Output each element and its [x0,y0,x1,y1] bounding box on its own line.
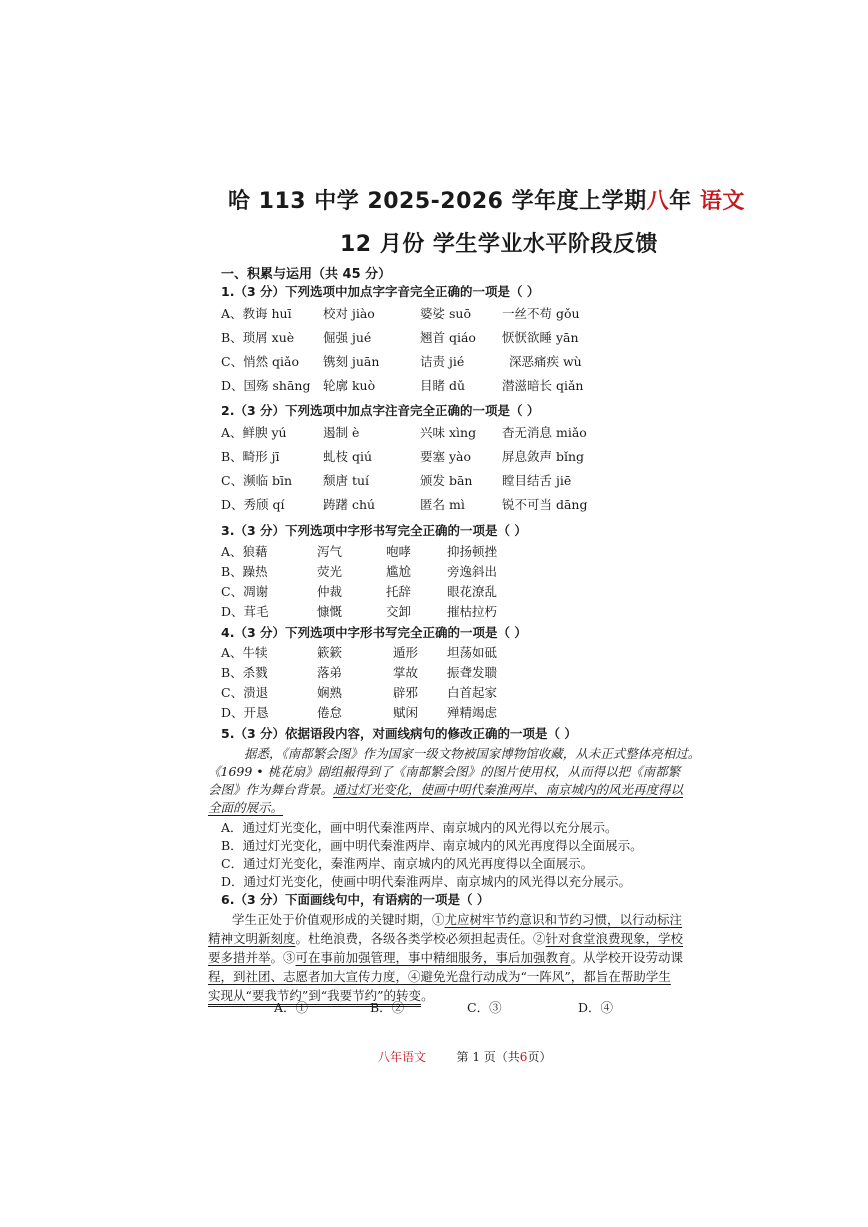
q6-passage-line-1 [232,910,682,928]
q1-option-d-3: 目睹 dǔ [420,378,466,393]
question-5-stem: 5.（3 分）依据语段内容，对画线病句的修改正确的一项是（ ） [221,726,577,741]
q2-option-c-3: 颁发 bān [420,473,473,488]
q5-passage-line-4 [208,798,283,816]
q1-option-b-3: 翘首 qiáo [420,330,476,345]
question-6-stem: 6.（3 分）下面画线句中，有语病的一项是（ ） [221,892,490,907]
q2-option-a-4: 杳无消息 miǎo [502,425,587,440]
q2-option-a-1: A、鲜腴 yú [221,425,287,440]
q4-option-c-3: 辟邪 [393,685,419,700]
q1-option-b-2: 倔强 jué [323,330,372,345]
q3-option-a-4: 抑扬顿挫 [447,544,498,559]
q5-underlined-sentence: 通过灯光变化，使画中明代秦淮两岸、南京城内的风光再度得以 [333,782,684,797]
title-grade: 八 [646,189,670,214]
q1-option-a-3: 婆娑 suō [420,306,471,321]
q5-choice-c: C．通过灯光变化，秦淮两岸、南京城内的风光再度得以全面展示。 [221,856,594,871]
q4-option-a-1: A、牛犊 [221,645,268,660]
q4-option-d-2: 倦怠 [317,705,343,720]
q6-answer-a: A．① [274,1000,309,1015]
q6-l1a: 学生正处于价值观形成的关键时期，① [232,912,445,927]
question-1-options [221,304,641,394]
q1-option-d-4: 潜滋暗长 qiǎn [502,378,584,393]
q6-l2b: 。杜绝浪费，各级各类学校必须担起责任。② [295,931,546,946]
q2-option-c-1: C、濒临 bīn [221,473,293,488]
q2-option-b-1: B、畸形 jī [221,449,280,464]
q2-option-d-3: 匿名 mì [420,497,465,512]
q3-option-a-2: 泻气 [317,544,343,559]
q5-passage-line-2: 《1699 • 桃花扇》剧组赧得到了《南都繁会图》的图片使用权，从而得以把《南都繁 [208,764,681,779]
section-heading: 一、积累与运用（共 45 分） [221,267,392,282]
q1-option-c-4: 深恶痛疾 wù [509,354,582,369]
page-title [228,184,745,215]
q1-option-c-3: 诘责 jié [420,354,465,369]
footer-subject: 八年语文 [378,1050,427,1064]
q3-option-c-1: C、凋谢 [221,584,269,599]
q2-option-d-2: 踌躇 chú [323,497,376,512]
q3-option-a-1: A、狼藉 [221,544,268,559]
q3-option-d-4: 摧枯拉朽 [447,604,498,619]
q6-underline-4-end: 实现从“要我节约”到“我要节约”的转变 [208,988,421,1007]
q1-option-c-2: 镌刻 juān [323,354,380,369]
q3-option-b-4: 旁逸斜出 [447,564,498,579]
q6-underline-1-end: 精神文明新刻度 [208,931,296,946]
question-4-stem: 4.（3 分）下列选项中字形书写完全正确的一项是（ ） [221,625,527,640]
q1-option-b-1: B、琐屑 xuè [221,330,295,345]
q3-option-a-3: 咆哮 [386,544,412,559]
page-subtitle: 12 月份 学生学业水平阶段反馈 [340,232,658,257]
q2-option-b-3: 要塞 yào [420,449,472,464]
q6-answer-d: D．④ [578,1000,614,1015]
q6-underline-2: 针对食堂浪费现象，学校 [545,931,684,946]
q6-underline-2-end: 要多措并举 [208,950,271,965]
q2-option-b-2: 虬枝 qiú [323,449,373,464]
q2-option-d-4: 锐不可当 dāng [502,497,588,512]
question-4-options [221,643,621,723]
q6-passage-line-2 [208,929,683,947]
q2-option-a-2: 遏制 è [323,425,360,440]
q1-option-d-1: D、国殇 shāng [221,378,311,393]
q1-option-a-4: 一丝不苟 gǒu [502,306,580,321]
q5-choice-a: A．通过灯光变化，画中明代秦淮两岸、南京城内的风光得以充分展示。 [221,820,618,835]
q4-option-b-3: 掌故 [393,665,419,680]
q5-choice-d: D．通过灯光变化，使画中明代秦淮两岸、南京城内的风光得以充分展示。 [221,874,632,889]
title-year: 年 [669,189,692,214]
q1-option-d-2: 轮廓 kuò [323,378,376,393]
q3-option-b-2: 荧光 [317,564,343,579]
q4-option-c-4: 白首起家 [447,685,498,700]
q4-option-b-1: B、杀戮 [221,665,268,680]
q5-passage-line-3 [208,780,683,798]
q4-option-b-2: 落弟 [317,665,343,680]
q1-option-a-1: A、教诲 huī [221,306,292,321]
footer-page-total: 6 [519,1050,528,1064]
q5-underlined-end: 全面的展示。 [208,800,284,815]
q2-option-c-4: 瞠目结舌 jiē [502,473,572,488]
q3-option-c-4: 眼花潦乱 [447,584,498,599]
q6-answer-c: C．③ [467,1000,502,1015]
q3-option-d-1: D、茸毛 [221,604,269,619]
q5-passage-line-1: 据悉，《南都繁会图》作为国家一级文物被国家博物馆收藏，从未正式整体亮相过。 [244,746,701,761]
title-subject: 语文 [699,189,745,214]
q2-option-d-1: D、秀颀 qí [221,497,285,512]
q6-underline-1: 尤应树牢节约意识和节约习惯，以行动标注 [444,912,683,927]
question-3-options [221,542,621,622]
question-2-options [221,423,641,513]
q6-underline-4: 避免光盘行动成为“一阵风”，都旨在帮助学生 [420,969,671,984]
q4-option-d-4: 殚精竭虑 [447,705,498,720]
q4-option-a-2: 簌簌 [317,645,343,660]
q6-l4a: 程，到社团、志愿者加大宣传力度，④ [208,969,421,984]
q6-passage-line-3 [208,948,683,966]
q1-option-a-2: 校对 jiào [323,306,375,321]
title-text: 哈 113 中学 2025-2026 学年度上学期 [228,189,647,214]
q4-option-a-4: 坦荡如砥 [447,645,498,660]
q1-option-c-1: C、悄然 qiǎo [221,354,300,369]
q3-option-d-3: 交卸 [386,604,412,619]
q3-option-b-1: B、躁热 [221,564,268,579]
q2-option-a-3: 兴味 xìng [420,425,477,440]
q6-l3d: 。从学校开设劳动课 [570,950,684,965]
footer-page-post: 页） [527,1050,552,1064]
question-1-stem: 1.（3 分）下列选项中加点字字音完全正确的一项是（ ） [221,284,540,299]
q3-option-d-2: 慷慨 [317,604,343,619]
q2-option-b-4: 屏息敛声 bǐng [502,449,585,464]
q5-passage-3a: 会图》作为舞台背景。 [208,782,334,797]
q6-l5b: 。 [421,988,434,1003]
q3-option-c-3: 托辞 [386,584,412,599]
q4-option-d-3: 赋闲 [393,705,419,720]
q2-option-c-2: 颓唐 tuí [323,473,370,488]
q4-option-a-3: 遁形 [393,645,419,660]
q3-option-b-3: 尴尬 [386,564,412,579]
q6-underline-3: 可在事前加强管理，事中精细服务，事后加强教育 [295,950,571,965]
q4-option-b-4: 振聋发聩 [447,665,498,680]
footer-page-pre: 第 1 页（共 [456,1050,520,1064]
q6-l3b: 。③ [270,950,296,965]
question-2-stem: 2.（3 分）下列选项中加点字注音完全正确的一项是（ ） [221,403,540,418]
q6-passage-line-4 [208,967,671,985]
q4-option-c-2: 娴熟 [317,685,343,700]
question-3-stem: 3.（3 分）下列选项中字形书写完全正确的一项是（ ） [221,523,527,538]
q4-option-d-1: D、开恳 [221,705,269,720]
q6-answer-b: B．② [370,1000,405,1015]
q3-option-c-2: 仲裁 [317,584,343,599]
q4-option-c-1: C、溃退 [221,685,269,700]
q1-option-b-4: 恹恹欲睡 yān [502,330,579,345]
q5-choice-b: B．通过灯光变化，画中明代秦淮两岸、南京城内的风光再度得以全面展示。 [221,838,643,853]
page-footer [378,1048,551,1065]
